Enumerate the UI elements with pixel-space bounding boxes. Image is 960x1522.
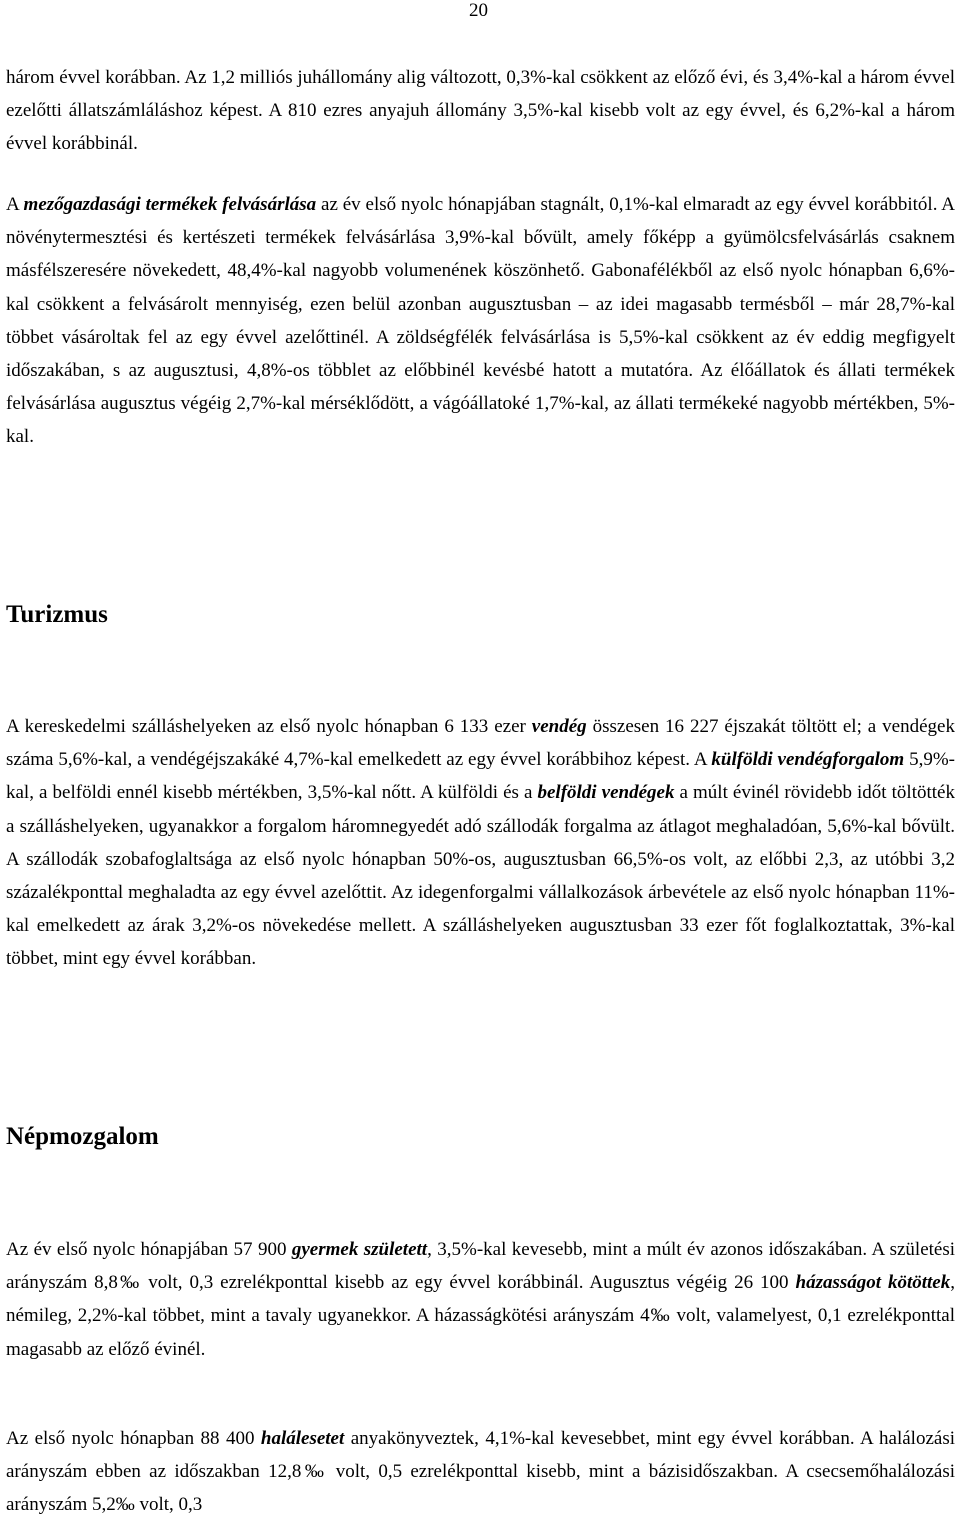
text-run: A kereskedelmi szálláshelyeken az első nyolc hónapban 6 133 ezer	[6, 716, 532, 737]
emphasis-marriages: házasságot kötöttek	[795, 1272, 951, 1294]
text-run: az év első nyolc hónapjában stagnált, 0,1%-kal elmaradt az egy évvel korábbitól. A növénytermesztési és kertészeti termékek felvásárlása 3,9%-kal bővült, amely főképp a gyümölcsfelvásárlás csaknem másfélszeresére növekedett, 48,4%-kal nagyobb volumenének köszönhető. Gabonafélékből az első nyolc hónapban 6,6%-kal csökkent a felvásárolt mennyiség, ezen belül azonban augusztusban – az idei magasabb termésből – már 28,7%-kal többet vásároltak fel az egy évvel azelőttinél. A zöldségfélék felvásárlása is 5,5%-kal csökkent az év eddig megfigyelt időszakában, s az augusztusi, 4,8%-os többlet az előbbinél kevésbé hatott a mutatóra. Az élőállatok és állati termékek felvásárlása augusztus végéig 2,7%-kal mérséklődött, a vágóállatoké 1,7%-kal, az állati termékeké nagyobb mértékben, 5%-kal.	[6, 194, 955, 448]
paragraph-tourism	[6, 710, 955, 976]
page-number: 20	[469, 0, 488, 21]
paragraph-agricultural-purchases	[6, 188, 955, 454]
text-run: Az év első nyolc hónapjában 57 900	[6, 1239, 292, 1260]
emphasis-guest: vendég	[531, 716, 587, 737]
text-run: Az első nyolc hónapban 88 400	[6, 1428, 261, 1449]
emphasis-births: gyermek született	[291, 1239, 428, 1260]
text-run: , némileg, 2,2%-kal többet, mint a tavaly ugyanekkor. A házasságkötési arányszám 4‰ volt, valamelyest, 0,1 ezrelékponttal magasabb az előző évinél.	[6, 1272, 955, 1360]
emphasis-deaths: halálesetet	[260, 1428, 345, 1449]
text-run: 5,9%-kal, a belföldi ennél kisebb mértékben, 3,5%-kal nőtt. A külföldi és a	[6, 749, 955, 804]
text-run: a múlt évinél rövidebb időt töltötték a szálláshelyeken, ugyanakkor a forgalom háromnegyedét adó szállodák forgalma az átlagot meghaladóan, 5,6%-kal bővült. A szállodák szobafoglaltsága az első nyolc hónapban 50%-os, augusztusban 66,5%-os volt, az előbbi 2,3, az utóbbi 3,2 százalékponttal meghaladta az egy évvel azelőttit. Az idegenforgalmi vállalkozások árbevétele az első nyolc hónapban 11%-kal emelkedett az árak 3,2%-os növekedése mellett. A szálláshelyeken augusztusban 33 ezer főt foglalkoztattak, 3%-kal többet, mint egy évvel korábban.	[6, 782, 955, 970]
text-run: anyakönyveztek, 4,1%-kal kevesebbet, mint egy évvel korábban. A halálozási arányszám ebben az időszakban 12,8‰ volt, 0,5 ezrelékponttal kisebb, mint a bázisidőszakban. A csecsemőhalálozási arányszám 5,2‰ volt, 0,3	[6, 1428, 955, 1516]
text-run: , 3,5%-kal kevesebb, mint a múlt év azonos időszakában. A születési arányszám 8,8‰ volt, 0,3 ezrelékponttal kisebb az egy évvel korábbinál. Augusztus végéig 26 100	[6, 1239, 956, 1294]
paragraph-deaths	[6, 1422, 955, 1522]
text-run: A	[6, 194, 24, 215]
text-run: összesen 16 227 éjszakát töltött el; a vendégek száma 5,6%-kal, a vendégéjszakáké 4,7%-kal emelkedett az egy évvel korábbihoz képest. A	[6, 716, 955, 771]
paragraph-births-marriages	[6, 1233, 955, 1366]
emphasis-agricultural-purchases: mezőgazdasági termékek felvásárlása	[23, 194, 317, 215]
section-heading-nepmozgalom: Népmozgalom	[6, 1123, 159, 1150]
section-heading-turizmus: Turizmus	[6, 601, 108, 628]
emphasis-foreign-guest-traffic: külföldi vendégforgalom	[711, 749, 905, 771]
paragraph-livestock: három évvel korábban. Az 1,2 milliós juhállomány alig változott, 0,3%-kal csökkent az előző évi, és 3,4%-kal a három évvel ezelőtti állatszámláláshoz képest. A 810 ezres anyajuh állomány 3,5%-kal kisebb volt az egy évvel, és 6,2%-kal a három évvel korábbinál.	[6, 67, 955, 155]
emphasis-domestic-guests: belföldi vendégek	[537, 782, 675, 804]
